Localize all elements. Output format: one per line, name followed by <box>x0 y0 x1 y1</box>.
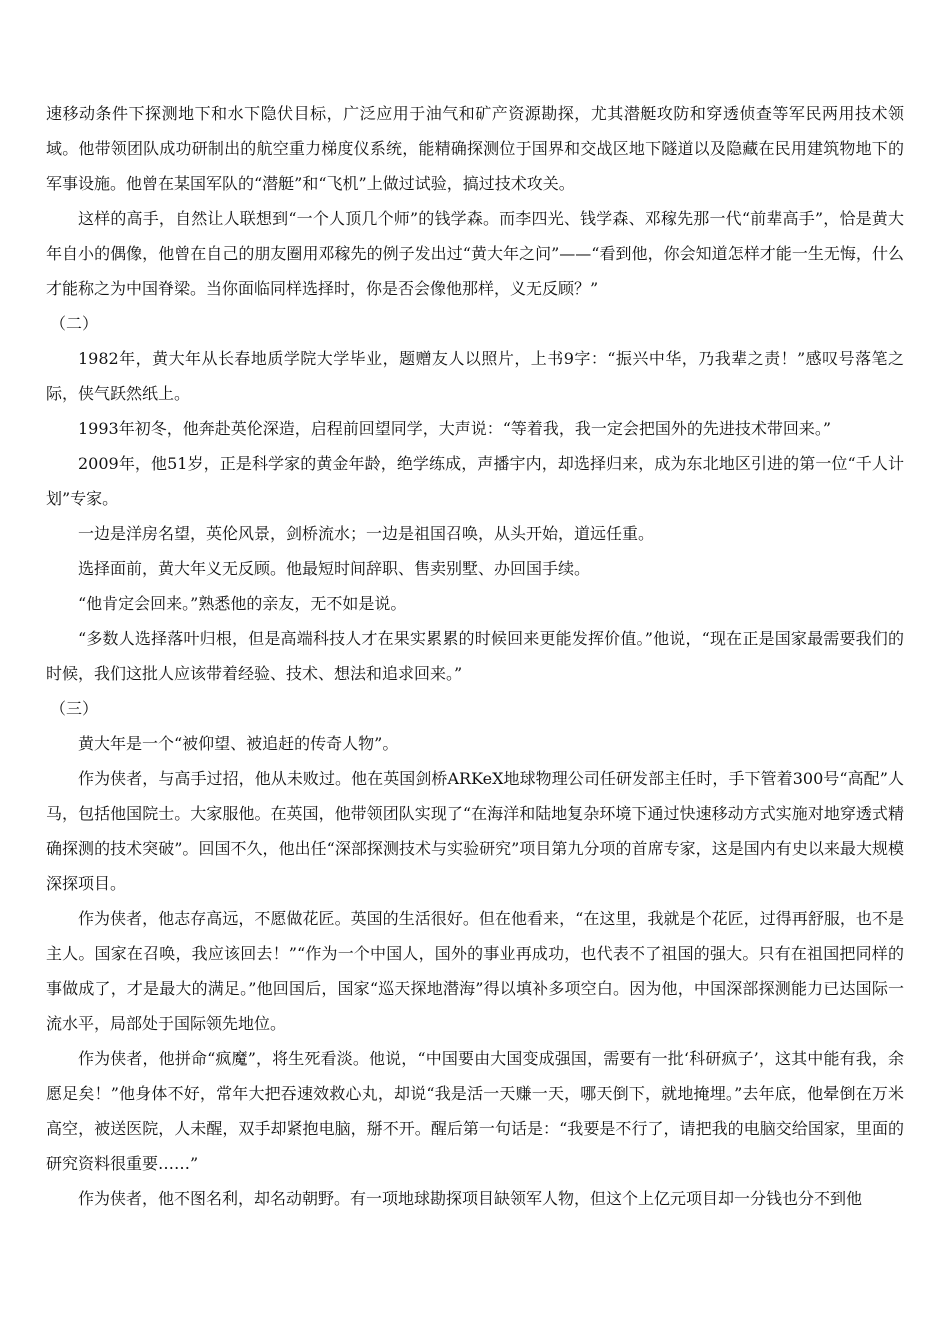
paragraph: 2009年，他51岁，正是科学家的黄金年龄，绝学练成，声播宇内，却选择归来，成为东北地区引进的第一位“千人计划”专家。 <box>46 454 904 508</box>
paragraph: 作为侠者，他不图名利，却名动朝野。有一项地球勘探项目缺领军人物，但这个上亿元项目却一分钱也分不到他 <box>78 1189 863 1208</box>
section-heading: （二） <box>50 314 99 333</box>
paragraph: 1993年初冬，他奔赴英伦深造，启程前回望同学，大声说：“等着我，我一定会把国外的先进技术带回来。” <box>78 419 832 438</box>
paragraph: 一边是洋房名望，英伦风景，剑桥流水；一边是祖国召唤，从头开始，道远任重。 <box>78 524 655 543</box>
paragraph: 黄大年是一个“被仰望、被追赶的传奇人物”。 <box>78 734 399 753</box>
paragraph: 作为侠者，与高手过招，他从未败过。他在英国剑桥ARKeX地球物理公司任研发部主任时，手下管着300号“高配”人马，包括他国院士。大家服他。在英国，他带领团队实现了“在海洋和陆地复杂环境下通过快速移动方式实施对地穿透式精确探测的技术突破”。回国不久，他出任“深部探测技术与实验研究”项目第九分项的首席专家，这是国内有史以来最大规模深探项目。 <box>46 769 904 893</box>
paragraph: 作为侠者，他志存高远，不愿做花匠。英国的生活很好。但在他看来，“在这里，我就是个花匠，过得再舒服，也不是主人。国家在召唤，我应该回去！”“作为一个中国人，国外的事业再成功，也代表不了祖国的强大。只有在祖国把同样的事做成了，才是最大的满足。”他回国后，国家“巡天探地潜海”得以填补多项空白。因为他，中国深部探测能力已达国际一流水平，局部处于国际领先地位。 <box>46 909 904 1033</box>
paragraph: 1982年，黄大年从长春地质学院大学毕业，题赠友人以照片，上书9字：“振兴中华，乃我辈之责！”感叹号落笔之际，侠气跃然纸上。 <box>46 349 904 403</box>
paragraph: 作为侠者，他拼命“疯魔”，将生死看淡。他说，“中国要由大国变成强国，需要有一批‘科研疯子’，这其中能有我，余愿足矣！”他身体不好，常年大把吞速效救心丸，却说“我是活一天赚一天，哪天倒下，就地掩埋。”去年底，他晕倒在万米高空，被送医院，人未醒，双手却紧抱电脑，掰不开。醒后第一句话是：“我要是不行了，请把我的电脑交给国家，里面的研究资料很重要……” <box>46 1049 904 1173</box>
paragraph: 速移动条件下探测地下和水下隐伏目标，广泛应用于油气和矿产资源勘探，尤其潜艇攻防和穿透侦查等军民两用技术领域。他带领团队成功研制出的航空重力梯度仪系统，能精确探测位于国界和交战区地下隧道以及隐藏在民用建筑物地下的军事设施。他曾在某国军队的“潜艇”和“飞机”上做过试验，搞过技术攻关。 <box>46 104 904 193</box>
paragraph: “他肯定会回来。”熟悉他的亲友，无不如是说。 <box>78 594 407 613</box>
paragraph: “多数人选择落叶归根，但是高端科技人才在果实累累的时候回来更能发挥价值。”他说，“现在正是国家最需要我们的时候，我们这批人应该带着经验、技术、想法和追求回来。” <box>46 629 904 683</box>
section-heading: （三） <box>50 699 99 718</box>
paragraph: 这样的高手，自然让人联想到“一个人顶几个师”的钱学森。而李四光、钱学森、邓稼先那一代“前辈高手”，恰是黄大年自小的偶像，他曾在自己的朋友圈用邓稼先的例子发出过“黄大年之问”——“看到他，你会知道怎样才能一生无悔，什么才能称之为中国脊梁。当你面临同样选择时，你是否会像他那样，义无反顾？” <box>46 209 904 298</box>
paragraph: 选择面前，黄大年义无反顾。他最短时间辞职、售卖别墅、办回国手续。 <box>78 559 591 578</box>
